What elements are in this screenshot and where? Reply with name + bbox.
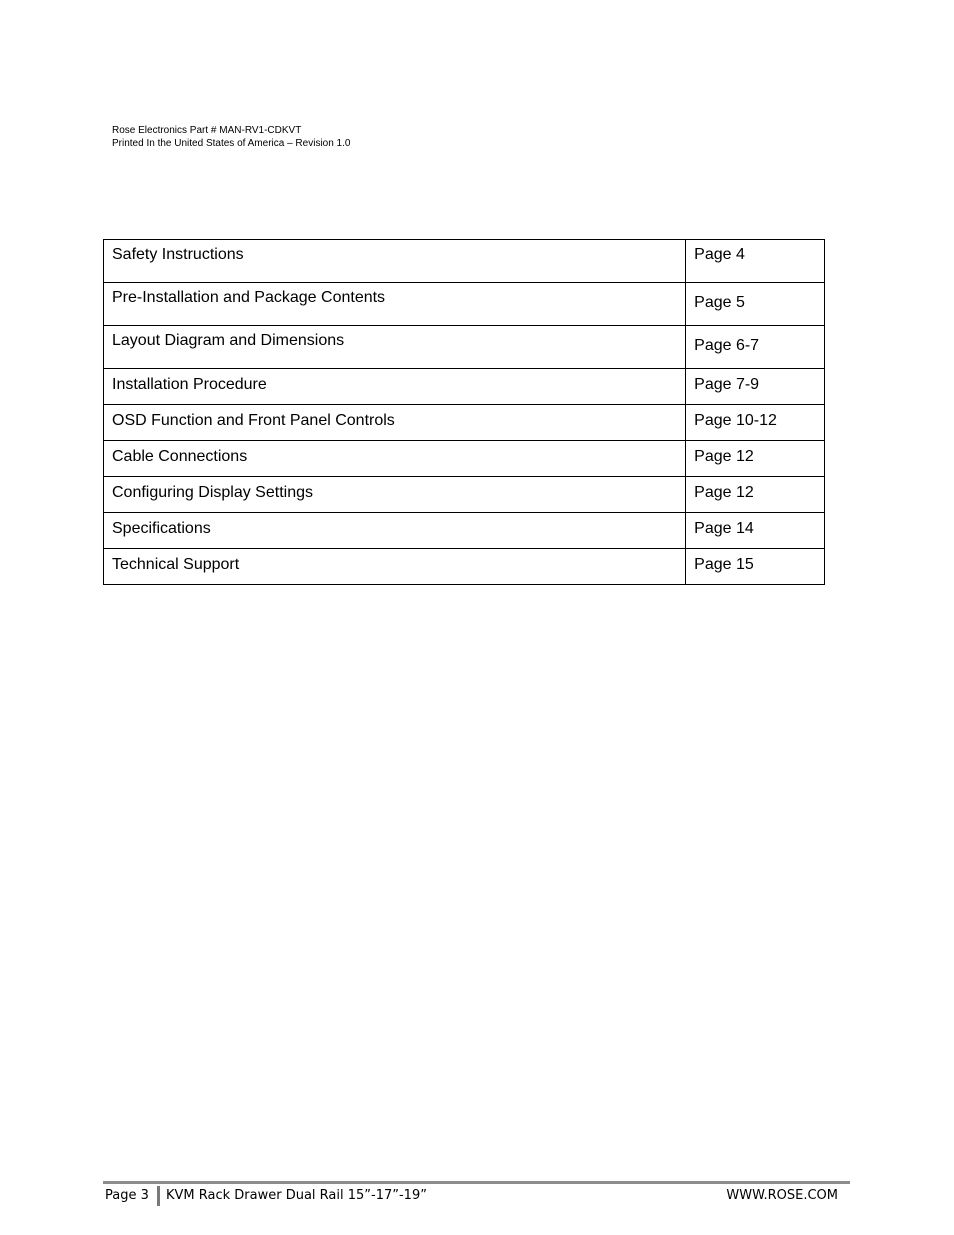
toc-page: Page 12 — [686, 477, 825, 513]
toc-row — [104, 369, 825, 405]
toc-title: Technical Support — [104, 549, 686, 585]
printed-revision-text: Printed In the United States of America – Revision 1.0 — [112, 138, 351, 149]
toc-title: Specifications — [104, 513, 686, 549]
footer-website: WWW.ROSE.COM — [726, 1188, 838, 1203]
toc-title: Installation Procedure — [104, 369, 686, 405]
toc-row — [104, 477, 825, 513]
toc-title: Configuring Display Settings — [104, 477, 686, 513]
toc-row — [104, 283, 825, 326]
document-header — [112, 124, 350, 150]
toc-title: Pre-Installation and Package Contents — [104, 283, 686, 326]
toc-title: Safety Instructions — [104, 240, 686, 283]
toc-title: Layout Diagram and Dimensions — [104, 326, 686, 369]
toc-title: OSD Function and Front Panel Controls — [104, 405, 686, 441]
toc-page: Page 4 — [686, 240, 825, 283]
toc-title: Cable Connections — [104, 441, 686, 477]
toc-row — [104, 326, 825, 369]
toc-page: Page 5 — [686, 283, 825, 326]
toc-row — [104, 549, 825, 585]
toc-row — [104, 240, 825, 283]
toc-page: Page 14 — [686, 513, 825, 549]
footer-product-name: KVM Rack Drawer Dual Rail 15”-17”-19” — [166, 1188, 427, 1203]
toc-row — [104, 441, 825, 477]
page-footer — [103, 1181, 850, 1214]
footer-separator — [157, 1186, 160, 1206]
toc-page: Page 6-7 — [686, 326, 825, 369]
footer-page-number: Page 3 — [105, 1188, 149, 1203]
toc-page: Page 12 — [686, 441, 825, 477]
part-number-text: Rose Electronics Part # MAN-RV1-CDKVT — [112, 125, 302, 136]
table-of-contents — [103, 239, 825, 585]
toc-page: Page 7-9 — [686, 369, 825, 405]
toc-row — [104, 513, 825, 549]
toc-page: Page 10-12 — [686, 405, 825, 441]
toc-page: Page 15 — [686, 549, 825, 585]
toc-row — [104, 405, 825, 441]
